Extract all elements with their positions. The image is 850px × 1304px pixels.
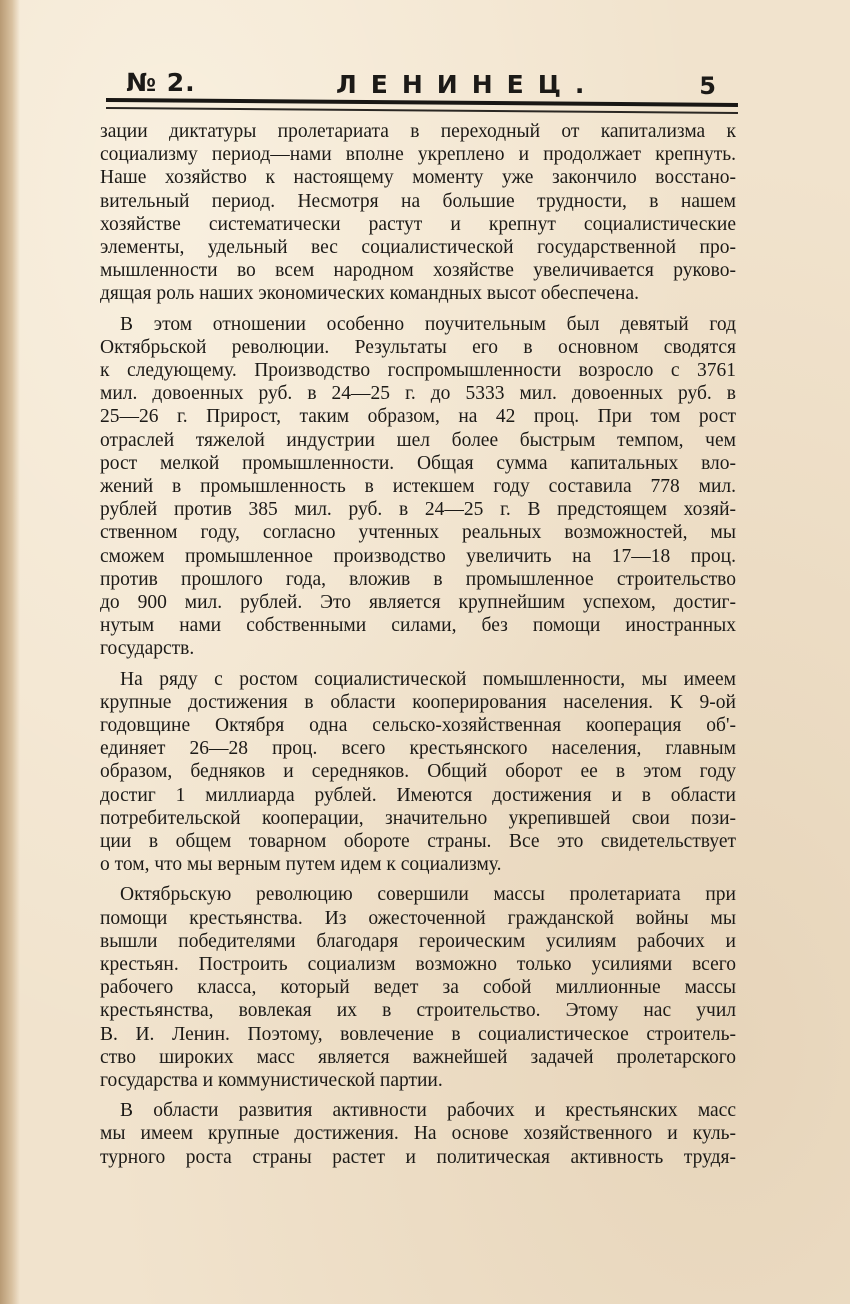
text-line: до 900 мил. рублей. Это является крупнейшим успехом, достиг-: [100, 592, 736, 613]
text-line: элементы, удельный вес социалистической государственной про-: [100, 237, 736, 258]
text-line: зации диктатуры пролетариата в переходный от капитализма к: [100, 121, 736, 142]
text-line: мышленности во всем народном хозяйстве увеличивается руково-: [100, 260, 736, 282]
text-line: мил. довоенных руб. в 24—25 г. до 5333 мил. довоенных руб. в: [100, 383, 736, 405]
text-line: достиг 1 миллиарда рублей. Имеются достижения и в области: [100, 784, 736, 806]
text-line: образом, бедняков и середняков. Общий оборот ее в этом году: [100, 761, 736, 783]
text-line: против прошлого года, вложив в промышленное строительство: [100, 568, 736, 590]
text-line: ство широких масс является важнейшей задачей пролетарского: [100, 1046, 736, 1068]
text-line: ции в общем товарном обороте страны. Все это свидетельствует: [100, 831, 736, 852]
header-rule-thin: [106, 107, 738, 114]
text-line: рост мелкой промышленности. Общая сумма капитальных вло-: [100, 452, 736, 474]
text-line: дящая роль наших экономических командных высот обеспечена.: [100, 283, 639, 305]
text-line: На ряду с ростом социалистической помышленности, мы имеем: [120, 668, 736, 690]
text-line: В области развития активности рабочих и крестьянских масс: [120, 1100, 736, 1122]
text-line: Октябрьскую революцию совершили массы пролетариата при: [120, 884, 736, 906]
text-line: вышли победителями благодаря героическим усилиям рабочих и: [100, 930, 736, 952]
text-line: единяет 26—28 проц. всего крестьянского населения, главным: [100, 738, 736, 760]
text-line: ственном году, согласно учтенных реальных возможностей, мы: [100, 522, 736, 544]
page-binding-edge: [0, 0, 20, 1304]
text-line: сможем промышленное производство увеличить на 17—18 проц.: [100, 545, 736, 567]
text-line: жений в промышленность в истекшем году составила 778 мил.: [100, 476, 736, 497]
newspaper-title: ЛЕНИНЕЦ.: [336, 70, 599, 99]
text-line: 25—26 г. Прирост, таким образом, на 42 проц. При том рост: [100, 406, 736, 428]
text-line: крестьян. Построить социализм возможно только усилиями всего: [100, 954, 736, 975]
text-line: помощи крестьянства. Из ожесточенной гражданской войны мы: [100, 907, 736, 929]
text-line: крупные достижения в области кооперирования населения. К 9-ой: [100, 691, 736, 713]
text-line: рабочего класса, который ведет за собой миллионные массы: [100, 977, 736, 999]
text-line: государств.: [100, 638, 195, 660]
text-line: В. И. Ленин. Поэтому, вовлечение в социалистическое строитель-: [100, 1023, 736, 1045]
text-line: Октябрьской революции. Результаты его в основном сводятся: [100, 336, 736, 358]
text-line: социализму период—нами вполне укреплено и продолжает крепнуть.: [100, 144, 736, 166]
text-line: вительный период. Несмотря на большие трудности, в нашем: [100, 190, 736, 212]
text-line: крестьянства, вовлекая их в строительство. Этому нас учил: [100, 1000, 736, 1022]
text-line: нутым нами собственными силами, без помощи иностранных: [100, 615, 736, 637]
text-line: хозяйстве систематически растут и крепнут социалистические: [100, 213, 736, 235]
text-line: В этом отношении особенно поучительным был девятый год: [120, 313, 736, 335]
issue-number: № 2.: [126, 68, 196, 97]
text-line: о том, что мы верным путем идем к социализму.: [100, 854, 502, 876]
text-line: турного роста страны растет и политическая активность трудя-: [100, 1146, 736, 1168]
text-line: Наше хозяйство к настоящему моменту уже закончило восстано-: [100, 167, 736, 189]
page-number: 5: [699, 72, 716, 100]
text-line: отраслей тяжелой индустрии шел более быстрым темпом, чем: [100, 429, 736, 451]
text-line: государства и коммунистической партии.: [100, 1070, 443, 1091]
text-line: мы имеем крупные достижения. На основе хозяйственного и куль-: [100, 1123, 736, 1145]
text-line: потребительской кооперации, значительно укрепившей свои пози-: [100, 807, 736, 829]
text-line: годовщине Октября одна сельско-хозяйственная кооперация об'-: [100, 715, 736, 736]
text-line: к следующему. Производство госпромышленности возросло с 3761: [100, 360, 736, 381]
text-line: рублей против 385 мил. руб. в 24—25 г. В предстоящем хозяй-: [100, 499, 736, 521]
